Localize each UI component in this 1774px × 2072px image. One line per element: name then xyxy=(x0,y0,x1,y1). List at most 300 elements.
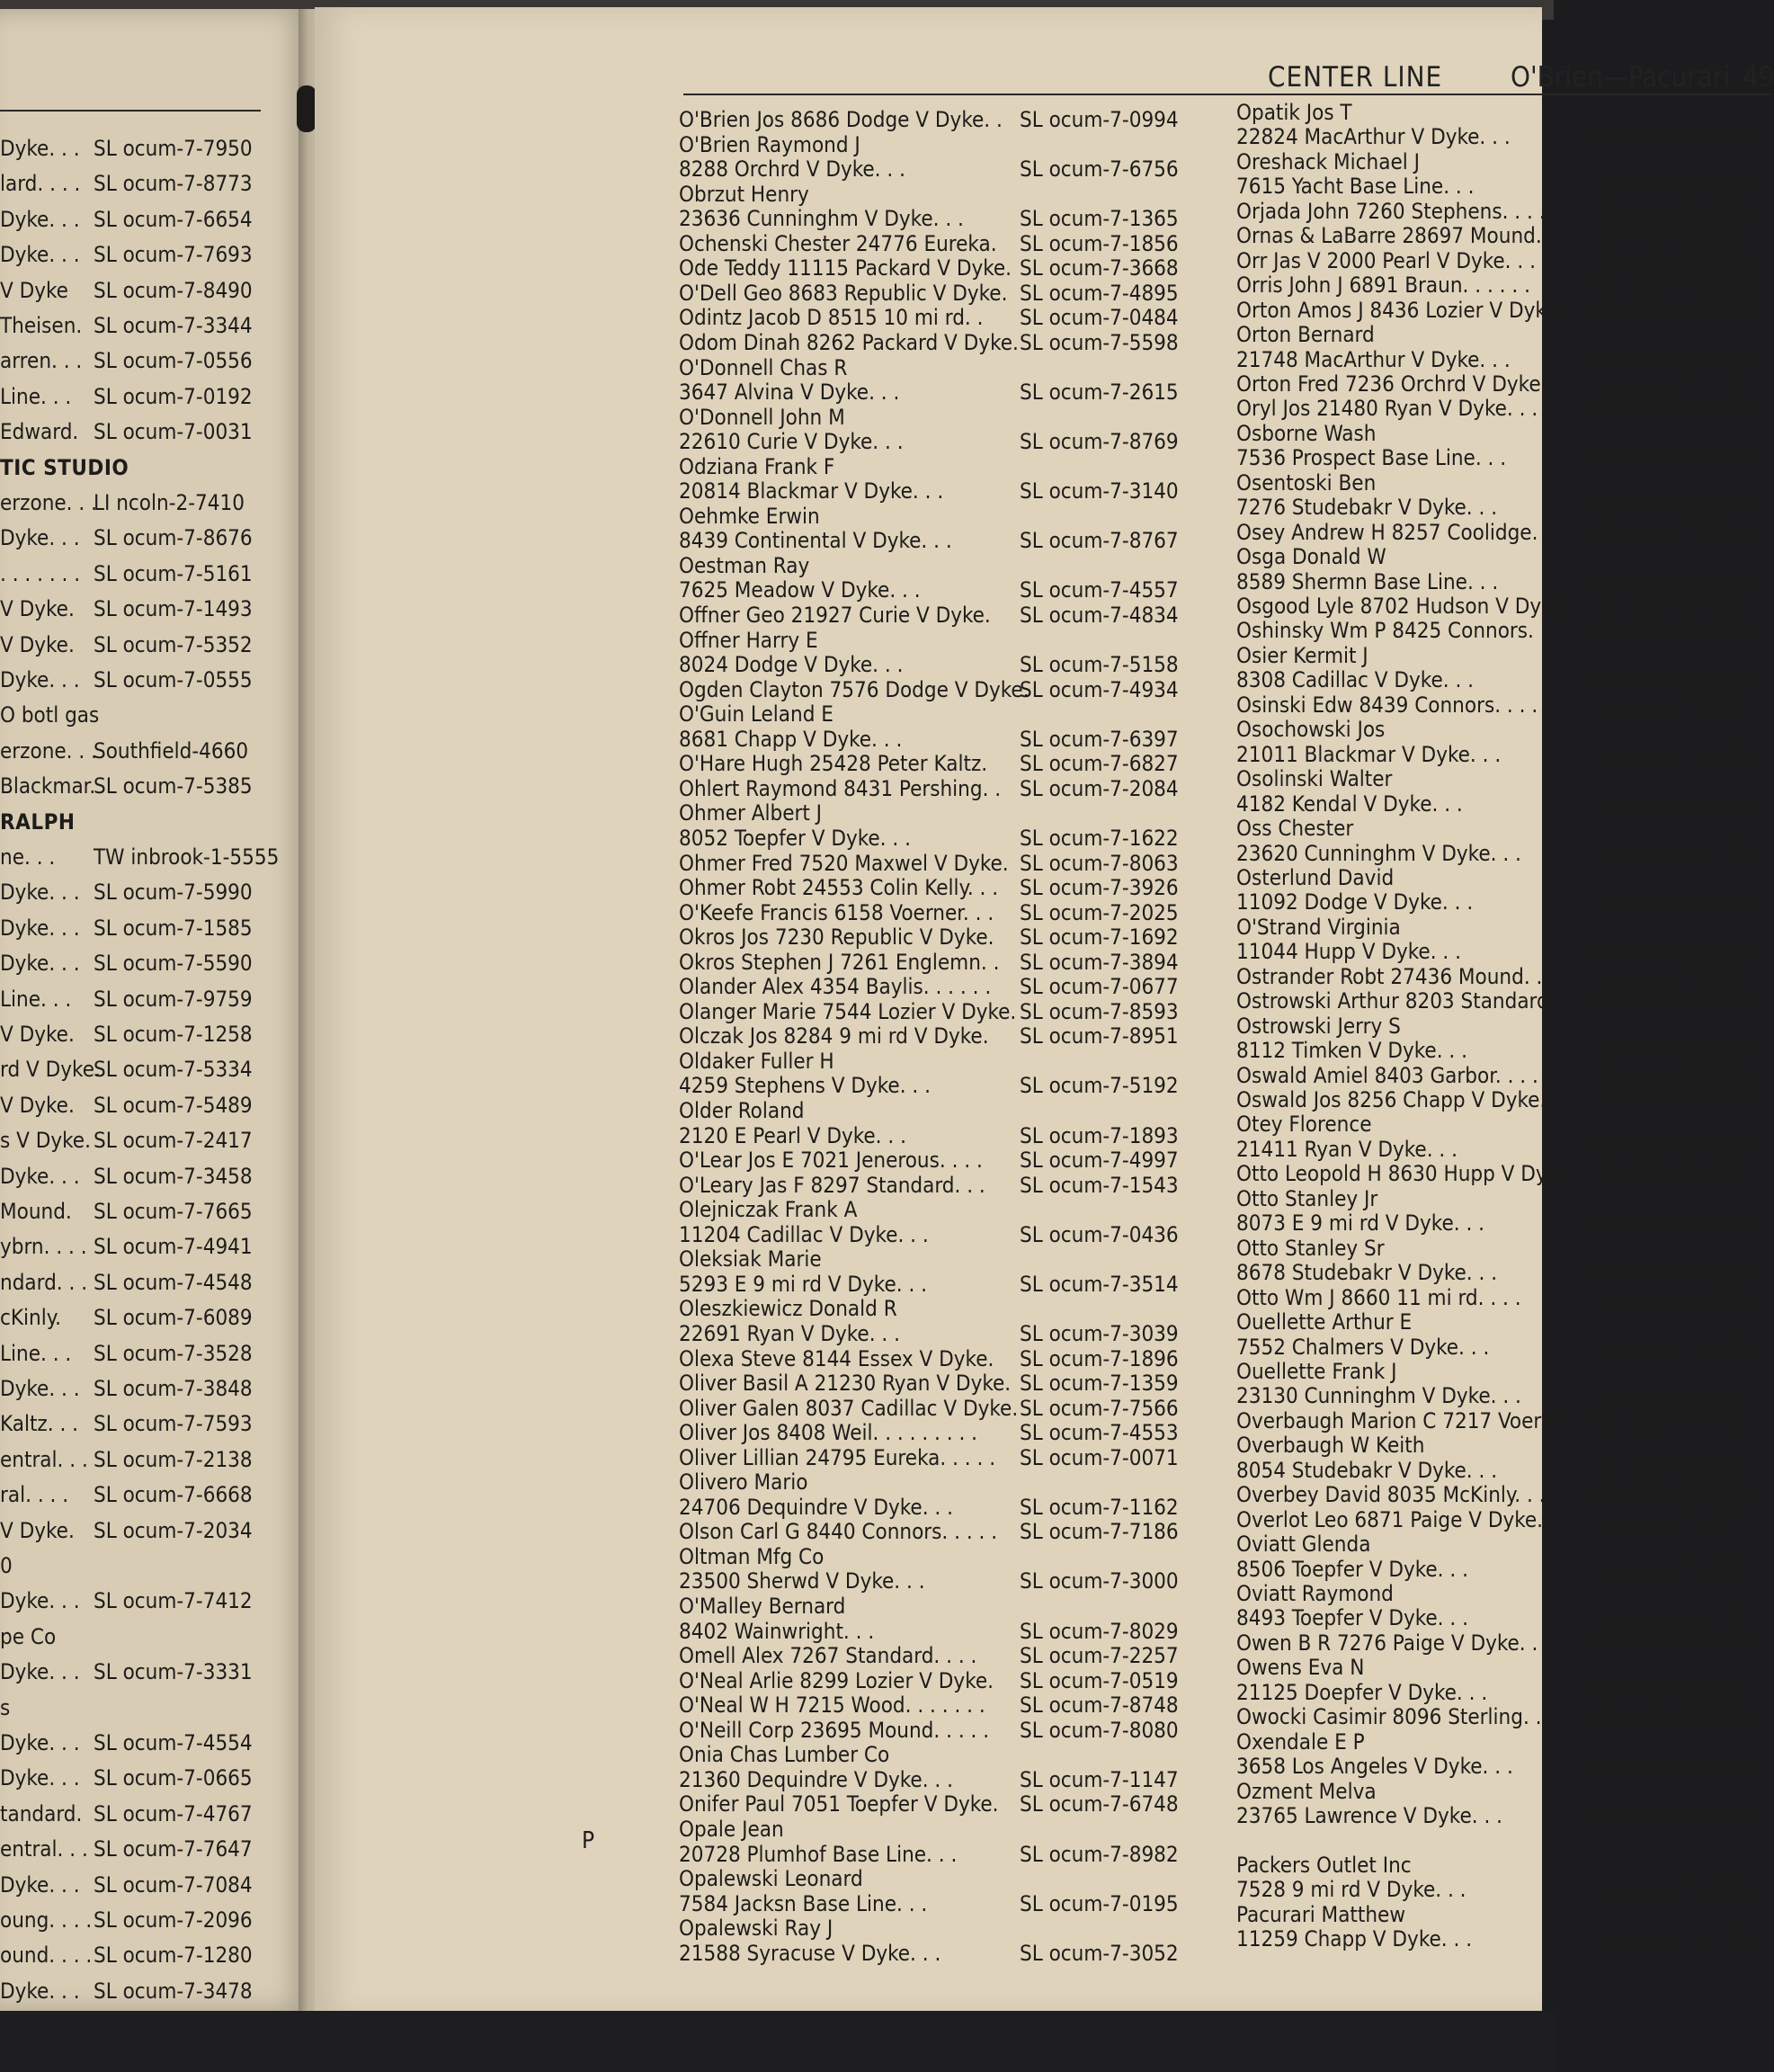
entry-name-address: Oestman Ray xyxy=(679,552,810,578)
entry-phone: SL ocum-7-8767 xyxy=(1020,528,1179,554)
left-entry-phone: TW inbrook-1-5555 xyxy=(94,844,280,870)
left-entry xyxy=(0,1340,253,1366)
entry-phone: SL ocum-7-2148 xyxy=(1592,790,1752,817)
entry-name-address: 7552 Chalmers V Dyke. . . xyxy=(1236,1334,1490,1360)
entry-phone: SL ocum-7-5186 xyxy=(1592,1482,1752,1508)
directory-entry xyxy=(1236,889,1752,915)
left-entry xyxy=(0,1696,10,1720)
directory-entry xyxy=(679,899,1179,925)
entry-name-address: 11204 Cadillac V Dyke. . . xyxy=(679,1221,929,1247)
entry-phone: SL ocum-7-0651 xyxy=(1592,963,1752,989)
directory-entry xyxy=(1236,124,1752,150)
entry-name-address: Ostrowski Arthur 8203 Standard. xyxy=(1236,988,1556,1014)
entry-phone: SL ocum-7-8750 xyxy=(1592,346,1752,372)
directory-entry xyxy=(1236,1656,1364,1680)
left-entry xyxy=(0,1871,253,1898)
entry-name-address: Owen B R 7276 Paige V Dyke. . . xyxy=(1236,1630,1551,1656)
left-entry-text: lard. . . . xyxy=(0,171,81,197)
directory-entry xyxy=(1236,840,1752,866)
entry-phone: SL ocum-7-3039 xyxy=(1020,1320,1179,1346)
entry-phone: SL ocum-7-0994 xyxy=(1020,107,1179,132)
directory-entry xyxy=(679,1099,804,1123)
entry-phone: SL ocum-7-7566 xyxy=(1020,1395,1179,1421)
directory-entry xyxy=(679,1297,897,1321)
directory-entry xyxy=(679,356,847,380)
entry-name-address: 8678 Studebakr V Dyke. . . xyxy=(1236,1260,1498,1286)
entry-phone: SL ocum-7-1359 xyxy=(1020,1371,1179,1397)
entry-name-address: 23636 Cunninghm V Dyke. . . xyxy=(679,206,964,232)
entry-name-address: Older Roland xyxy=(679,1098,805,1123)
directory-entry xyxy=(1236,1210,1752,1237)
entry-name-address: Ostrander Robt 27436 Mound. . xyxy=(1236,963,1543,989)
directory-entry xyxy=(679,107,1179,132)
left-entry xyxy=(0,773,253,799)
entry-name-address: Packers Outlet Inc xyxy=(1236,1852,1412,1878)
left-entry-text: O botl gas xyxy=(0,702,100,728)
directory-entry xyxy=(1236,866,1394,890)
directory-entry xyxy=(1236,346,1752,372)
entry-phone: SL ocum-7-7753 xyxy=(1592,1087,1752,1112)
directory-entry xyxy=(679,1172,1179,1198)
left-entry-text: V Dyke xyxy=(0,277,68,303)
entry-phone: SL ocum-7-6044 xyxy=(1592,495,1752,521)
directory-entry xyxy=(1236,1112,1371,1137)
left-entry xyxy=(0,383,253,409)
entry-name-address: Osborne Wash xyxy=(1236,420,1377,446)
left-entry-phone: SL ocum-7-0192 xyxy=(94,383,253,409)
directory-entry xyxy=(1236,1926,1752,1952)
entry-name-address: 8288 Orchrd V Dyke. . . xyxy=(679,156,905,183)
left-entry-text: V Dyke. xyxy=(0,1517,75,1543)
left-entry-text: s xyxy=(0,1694,11,1720)
left-entry-phone: SL ocum-7-8490 xyxy=(94,277,253,303)
left-entry-phone: SL ocum-7-1493 xyxy=(94,596,253,622)
entry-name-address: 21588 Syracuse V Dyke. . . xyxy=(679,1940,941,1966)
entry-name-address: Ohmer Robt 24553 Colin Kelly. . . xyxy=(679,875,999,901)
left-entry-phone: SL ocum-7-3528 xyxy=(94,1340,253,1366)
left-entry xyxy=(0,1517,253,1543)
entry-name-address: Ohmer Albert J xyxy=(679,800,823,826)
entry-phone: SL ocum-7-3250 xyxy=(1592,1630,1752,1656)
directory-entry xyxy=(679,702,834,727)
entry-name-address: 7536 Prospect Base Line. . . xyxy=(1236,445,1507,471)
entry-name-address: Otto Wm J 8660 11 mi rd. . . . xyxy=(1236,1284,1521,1310)
left-entry xyxy=(0,525,253,551)
directory-entry xyxy=(1236,1780,1377,1804)
left-entry xyxy=(0,951,253,977)
left-entry xyxy=(0,1128,253,1154)
left-entry-text: Line. . . xyxy=(0,986,72,1012)
left-entry-text: Line. . . xyxy=(0,383,72,409)
directory-entry xyxy=(679,577,1179,603)
entry-name-address: 3647 Alvina V Dyke. . . xyxy=(679,380,900,406)
directory-entry xyxy=(679,603,1179,628)
left-entry xyxy=(0,1305,253,1331)
entry-name-address: 8589 Shermn Base Line. . . xyxy=(1236,568,1499,594)
left-entry-phone: SL ocum-7-2417 xyxy=(94,1128,253,1154)
left-entry xyxy=(0,1978,253,2004)
entry-name-address: Ogden Clayton 7576 Dodge V Dyke. xyxy=(679,676,1030,702)
entry-phone: SL ocum-7-8769 xyxy=(1020,429,1179,455)
entry-phone: SL ocum-7-3000 xyxy=(1020,1568,1179,1594)
entry-name-address: Ohmer Fred 7520 Maxwel V Dyke. xyxy=(679,850,1009,876)
entry-phone: SL ocum-7-4834 xyxy=(1020,603,1179,628)
left-entry-phone: SL ocum-7-0555 xyxy=(94,667,253,692)
left-entry-text: Mound. xyxy=(0,1199,72,1224)
directory-entry xyxy=(679,1221,1179,1247)
entry-name-address: Olczak Jos 8284 9 mi rd V Dyke. xyxy=(679,1023,989,1049)
directory-entry xyxy=(679,1916,833,1941)
entry-name-address: Oliver Galen 8037 Cadillac V Dyke. xyxy=(679,1395,1019,1421)
directory-entry xyxy=(1236,396,1752,422)
entry-name-address: Oreshack Michael J xyxy=(1236,148,1420,174)
entry-name-address: 23765 Lawrence V Dyke. . . xyxy=(1236,1803,1503,1829)
left-entry-text: entral. . . xyxy=(0,1446,88,1472)
directory-entry xyxy=(679,255,1179,281)
entry-phone: SL ocum-7-7174 xyxy=(1592,371,1752,397)
entry-phone: SL ocum-7-8748 xyxy=(1020,1692,1179,1719)
entry-name-address: Orris John J 6891 Braun. . . . . . xyxy=(1236,272,1530,299)
left-entry xyxy=(0,348,253,374)
directory-entry xyxy=(1236,371,1752,397)
left-entry xyxy=(0,1092,253,1118)
entry-phone: SL ocum-7-4604 xyxy=(1592,1877,1752,1903)
entry-name-address: 2120 E Pearl V Dyke. . . xyxy=(679,1122,906,1148)
directory-entry xyxy=(679,133,860,157)
entry-phone: SL ocum-7-8063 xyxy=(1020,850,1179,876)
entry-name-address: 20728 Plumhof Base Line. . . xyxy=(679,1841,958,1867)
entry-name-address: Ouellette Arthur E xyxy=(1236,1309,1413,1335)
directory-entry xyxy=(679,1320,1179,1346)
entry-name-address: Onia Chas Lumber Co xyxy=(679,1742,890,1768)
entry-phone: SL ocum-7-2295 xyxy=(1592,988,1752,1014)
directory-entry xyxy=(679,629,818,653)
entry-name-address: Odziana Frank F xyxy=(679,453,835,479)
entry-name-address: Osier Kermit J xyxy=(1236,642,1368,668)
directory-entry xyxy=(679,1791,1179,1817)
entry-name-address: Olejniczak Frank A xyxy=(679,1197,858,1223)
directory-entry xyxy=(1236,741,1752,767)
entry-name-address: 8493 Toepfer V Dyke. . . xyxy=(1236,1605,1468,1631)
directory-entry xyxy=(1236,247,1752,273)
directory-entry xyxy=(679,206,1179,232)
entry-name-address: Overbaugh W Keith xyxy=(1236,1433,1425,1459)
directory-entry xyxy=(679,974,1179,1000)
directory-entry xyxy=(679,406,845,430)
left-entry-text: Dyke. . . xyxy=(0,667,80,692)
left-entry-phone: SL ocum-7-6654 xyxy=(94,206,253,232)
left-entry xyxy=(0,1411,253,1437)
left-entry xyxy=(0,810,76,835)
directory-entry xyxy=(1236,1457,1752,1483)
left-entry xyxy=(0,456,129,480)
left-entry-text: V Dyke. xyxy=(0,631,75,657)
entry-phone: SL ocum-7-5678 xyxy=(1592,1457,1752,1483)
entry-name-address: 11044 Hupp V Dyke. . . xyxy=(1236,939,1461,965)
left-entry-text: tandard. xyxy=(0,1800,83,1826)
left-page xyxy=(0,9,310,2011)
entry-phone: SL ocum-7-1559 xyxy=(1592,1038,1752,1064)
entry-name-address: Overlot Leo 6871 Paige V Dyke. xyxy=(1236,1506,1544,1532)
left-entry-phone: SL ocum-7-7665 xyxy=(94,1199,253,1224)
directory-entry xyxy=(1236,1187,1377,1211)
entry-phone: SL ocum-7-1613 xyxy=(1592,618,1752,644)
entry-name-address: O'Hare Hugh 25428 Peter Kaltz. xyxy=(679,751,988,777)
left-entry-phone: SL ocum-7-5334 xyxy=(94,1057,253,1083)
entry-phone: SL ocum-7-0195 xyxy=(1020,1890,1179,1916)
entry-phone: SL ocum-7-7035 xyxy=(1592,396,1752,422)
entry-name-address: Ochenski Chester 24776 Eureka. xyxy=(679,230,997,256)
entry-name-address: O'Strand Virginia xyxy=(1236,914,1401,940)
directory-entry xyxy=(679,924,1179,951)
entry-name-address: O'Dell Geo 8683 Republic V Dyke. xyxy=(679,280,1008,306)
entry-name-address: 5293 E 9 mi rd V Dyke. . . xyxy=(679,1271,928,1297)
directory-entry xyxy=(679,1494,1179,1520)
left-entry-phone: SL ocum-7-9759 xyxy=(94,986,253,1012)
entry-phone: SL ocum-7-1779 xyxy=(1592,840,1752,866)
left-entry-phone: SL ocum-7-2096 xyxy=(94,1907,253,1933)
entry-phone: SL ocum-7-6547 xyxy=(1592,692,1752,718)
entry-phone: SL ocum-7-3668 xyxy=(1020,255,1179,281)
entry-phone: SL ocum-7-0488 xyxy=(1592,1334,1752,1360)
entry-phone: SL ocum-7-8029 xyxy=(1020,1618,1179,1644)
header-rule xyxy=(683,94,1771,95)
left-entry-text: arren. . . xyxy=(0,348,83,374)
entry-name-address: Oviatt Glenda xyxy=(1236,1532,1371,1558)
left-entry-text: Dyke. . . xyxy=(0,1376,80,1401)
entry-name-address: Onifer Paul 7051 Toepfer V Dyke. xyxy=(679,1791,999,1817)
directory-entry xyxy=(679,1766,1179,1792)
left-entry-text: Dyke. . . xyxy=(0,1978,80,2004)
left-entry xyxy=(0,277,253,303)
left-entry-phone: SL ocum-7-5352 xyxy=(94,631,253,657)
entry-name-address: 7528 9 mi rd V Dyke. . . xyxy=(1236,1877,1466,1903)
entry-name-address: Ozment Melva xyxy=(1236,1778,1377,1804)
directory-entry xyxy=(1236,422,1376,446)
entry-name-address: Oxendale E P xyxy=(1236,1728,1365,1755)
entry-name-address: O'Guin Leland E xyxy=(679,701,834,728)
directory-entry xyxy=(1236,767,1392,791)
directory-entry xyxy=(1236,915,1401,940)
entry-name-address: Oss Chester xyxy=(1236,816,1354,842)
entry-phone: SL ocum-7-3325 xyxy=(1592,741,1752,767)
directory-entry xyxy=(1236,1310,1412,1335)
entry-name-address: O'Brien Jos 8686 Dodge V Dyke. . xyxy=(679,107,1003,132)
entry-name-address: 23500 Sherwd V Dyke. . . xyxy=(679,1568,925,1594)
left-entry xyxy=(0,1554,13,1578)
directory-entry xyxy=(679,1841,1179,1867)
left-entry-phone: SL ocum-7-1258 xyxy=(94,1022,253,1047)
left-entry-phone: SL ocum-7-3344 xyxy=(94,313,253,338)
entry-phone: SL ocum-7-3926 xyxy=(1020,875,1179,901)
entry-name-address: Oliver Jos 8408 Weil. . . . . . . . . xyxy=(679,1420,978,1446)
directory-entry xyxy=(1236,1334,1752,1360)
entry-name-address: 7625 Meadow V Dyke. . . xyxy=(679,577,921,603)
entry-phone: SL ocum-7-1118 xyxy=(1592,247,1752,273)
left-entry-text: Dyke. . . xyxy=(0,915,80,941)
left-entry-text: entral. . . xyxy=(0,1836,88,1862)
entry-name-address: 22824 MacArthur V Dyke. . . xyxy=(1236,124,1511,150)
left-entry xyxy=(0,596,253,622)
directory-entry xyxy=(1236,174,1752,200)
entry-phone: SL ocum-7-5158 xyxy=(1020,652,1179,678)
directory-entry xyxy=(679,455,834,479)
entry-name-address: O'Malley Bernard xyxy=(679,1594,846,1619)
directory-entry xyxy=(1236,790,1752,817)
entry-phone: SL ocum-7-5989 xyxy=(1592,667,1752,693)
directory-entry xyxy=(1236,1605,1752,1631)
left-entry-phone: SL ocum-7-7693 xyxy=(94,242,253,268)
entry-name-address: Osolinski Walter xyxy=(1236,766,1393,792)
left-entry-phone: SL ocum-7-6668 xyxy=(94,1482,253,1508)
entry-name-address: Opatik Jos T xyxy=(1236,100,1352,125)
entry-name-address: Orton Amos J 8436 Lozier V Dyke. xyxy=(1236,297,1565,323)
directory-entry xyxy=(1236,101,1352,125)
entry-name-address: Otey Florence xyxy=(1236,1112,1372,1138)
entry-name-address: Obrzut Henry xyxy=(679,181,809,207)
left-entry-text: . . . . . . . xyxy=(0,560,81,586)
left-entry-phone: SL ocum-7-3331 xyxy=(94,1659,253,1685)
entry-phone: SL ocum-7-4672 xyxy=(1592,939,1752,965)
left-entry-text: Dyke. . . xyxy=(0,206,80,232)
left-entry-text: ound. . . . xyxy=(0,1942,93,1969)
directory-entry xyxy=(1236,939,1752,965)
left-entry xyxy=(0,667,253,692)
entry-name-address: Offner Geo 21927 Curie V Dyke. xyxy=(679,603,991,628)
entry-phone: SL ocum-7-8951 xyxy=(1020,1023,1179,1049)
left-entry xyxy=(0,1234,253,1260)
left-entry-text: Theisen. xyxy=(0,313,83,338)
entry-name-address: O'Neal Arlie 8299 Lozier V Dyke. xyxy=(679,1667,994,1693)
entry-phone: SL ocum-7-0436 xyxy=(1020,1221,1179,1247)
entry-name-address: O'Donnell John M xyxy=(679,404,845,430)
left-entry-text: Line. . . xyxy=(0,1340,72,1366)
directory-entry xyxy=(1236,644,1368,668)
left-entry-phone: SL ocum-7-8773 xyxy=(94,171,253,197)
entry-phone: SL ocum-7-3665 xyxy=(1592,1407,1752,1433)
entry-name-address: Oswald Jos 8256 Chapp V Dyke. . xyxy=(1236,1087,1558,1112)
left-entry-phone: SL ocum-7-0031 xyxy=(94,419,253,445)
entry-name-address: Overbey David 8035 McKinly. . . . xyxy=(1236,1482,1558,1508)
entry-phone: SL ocum-7-8523 xyxy=(1592,1260,1752,1286)
entry-phone: SL ocum-7-3052 xyxy=(1020,1940,1179,1966)
entry-name-address: 22610 Curie V Dyke. . . xyxy=(679,429,904,455)
directory-entry xyxy=(679,329,1179,355)
directory-entry xyxy=(679,875,1179,901)
left-entry-text: Edward. xyxy=(0,419,79,445)
left-entry-phone: SL ocum-7-3848 xyxy=(94,1376,253,1401)
left-entry xyxy=(0,490,245,515)
directory-entry xyxy=(679,1371,1179,1397)
entry-name-address: Osey Andrew H 8257 Coolidge. . . xyxy=(1236,519,1563,545)
left-entry-text: TIC STUDIO xyxy=(0,454,129,480)
entry-name-address: Orton Fred 7236 Orchrd V Dyke. xyxy=(1236,371,1547,397)
left-entry-text: Dyke. . . xyxy=(0,951,80,977)
entry-phone: SL ocum-7-4553 xyxy=(1020,1420,1179,1446)
entry-phone: SL ocum-7-7376 xyxy=(1592,594,1752,619)
entry-name-address: Okros Jos 7230 Republic V Dyke. xyxy=(679,924,994,951)
directory-entry xyxy=(679,1717,1179,1743)
binding-mark xyxy=(297,85,316,132)
entry-name-address: Ostrowski Jerry S xyxy=(1236,1013,1401,1039)
entry-name-address: Pacurari Matthew xyxy=(1236,1901,1405,1927)
entry-name-address: 8112 Timken V Dyke. . . xyxy=(1236,1038,1467,1064)
entry-name-address: Olivero Mario xyxy=(679,1469,808,1496)
directory-entry xyxy=(679,305,1179,331)
left-entry-text: V Dyke. xyxy=(0,1022,75,1047)
directory-entry xyxy=(1236,545,1386,569)
left-entry xyxy=(0,1625,56,1649)
entry-name-address: 24706 Dequindre V Dyke. . . xyxy=(679,1494,953,1520)
entry-phone: SL ocum-7-8545 xyxy=(1592,889,1752,915)
left-entry-text: Dyke. . . xyxy=(0,242,80,268)
entry-phone: SL ocum-7-5765 xyxy=(1592,1605,1752,1631)
left-entry-text: Dyke. . . xyxy=(0,1871,80,1898)
entry-name-address: Oleszkiewicz Donald R xyxy=(679,1296,897,1322)
entry-name-address: 8439 Continental V Dyke. . . xyxy=(679,528,952,554)
entry-name-address: 4182 Kendal V Dyke. . . xyxy=(1236,790,1463,817)
left-entry-text: cKinly. xyxy=(0,1305,61,1331)
left-entry-text: Dyke. . . xyxy=(0,1730,80,1755)
directory-entry xyxy=(679,1247,822,1272)
directory-entry xyxy=(679,1519,1179,1545)
entry-name-address: Oswald Amiel 8403 Garbor. . . . . xyxy=(1236,1062,1551,1088)
entry-name-address: Omell Alex 7267 Standard. . . . xyxy=(679,1643,977,1669)
directory-entry xyxy=(1236,1803,1752,1829)
entry-phone: SL ocum-7-1270 xyxy=(1592,1679,1752,1705)
left-entry-phone: SL ocum-7-7647 xyxy=(94,1836,253,1862)
left-entry-text: RALPH xyxy=(0,808,76,835)
entry-phone: SL ocum-7-1755 xyxy=(1592,1210,1752,1237)
directory-entry xyxy=(1236,1360,1397,1384)
running-header-range: O'Brien—Pacurari xyxy=(1511,61,1730,94)
left-entry-phone: SL ocum-7-5161 xyxy=(94,560,253,586)
entry-phone: SL ocum-7-1162 xyxy=(1020,1494,1179,1520)
directory-entry xyxy=(1236,445,1752,471)
directory-entry xyxy=(1236,1903,1405,1927)
directory-entry xyxy=(679,1817,784,1842)
entry-name-address: 7584 Jacksn Base Line. . . xyxy=(679,1890,928,1916)
entry-name-address: 4259 Stephens V Dyke. . . xyxy=(679,1073,931,1099)
left-entry-text: s V Dyke. xyxy=(0,1128,91,1154)
entry-phone: SL ocum-7-1857 xyxy=(1592,1383,1752,1409)
entry-name-address: Opalewski Leonard xyxy=(679,1866,863,1892)
left-entry-text: Dyke. . . xyxy=(0,136,80,161)
left-entry-phone: SL ocum-7-2138 xyxy=(94,1446,253,1472)
entry-name-address: Oldaker Fuller H xyxy=(679,1048,834,1074)
left-entry-text: V Dyke. xyxy=(0,1092,75,1118)
left-entry xyxy=(0,171,253,197)
entry-name-address: Otto Stanley Jr xyxy=(1236,1185,1378,1211)
entry-phone: SL ocum-7-1622 xyxy=(1020,825,1179,851)
left-entry xyxy=(0,242,253,268)
entry-phone: SL ocum-7-1365 xyxy=(1020,206,1179,232)
entry-name-address: 21125 Doepfer V Dyke. . . xyxy=(1236,1679,1488,1705)
entry-name-address: 21748 MacArthur V Dyke. . . xyxy=(1236,346,1511,372)
entry-phone: SL ocum-7-4775 xyxy=(1592,1926,1752,1952)
directory-entry xyxy=(1236,1704,1752,1730)
entry-name-address: Opalewski Ray J xyxy=(679,1916,834,1942)
left-entry xyxy=(0,1163,253,1189)
directory-entry xyxy=(1236,1556,1752,1582)
left-entry-text: ndard. . . xyxy=(0,1269,88,1295)
entry-phone: SL ocum-7-2084 xyxy=(1020,775,1179,801)
entry-phone: SL ocum-7-5610 xyxy=(1592,223,1752,249)
entry-phone: SL ocum-7-6756 xyxy=(1020,156,1179,183)
page-number: 49 xyxy=(1743,61,1774,94)
entry-phone: SL ocum-7-8964 xyxy=(1592,568,1752,594)
left-page-rule xyxy=(0,110,261,112)
